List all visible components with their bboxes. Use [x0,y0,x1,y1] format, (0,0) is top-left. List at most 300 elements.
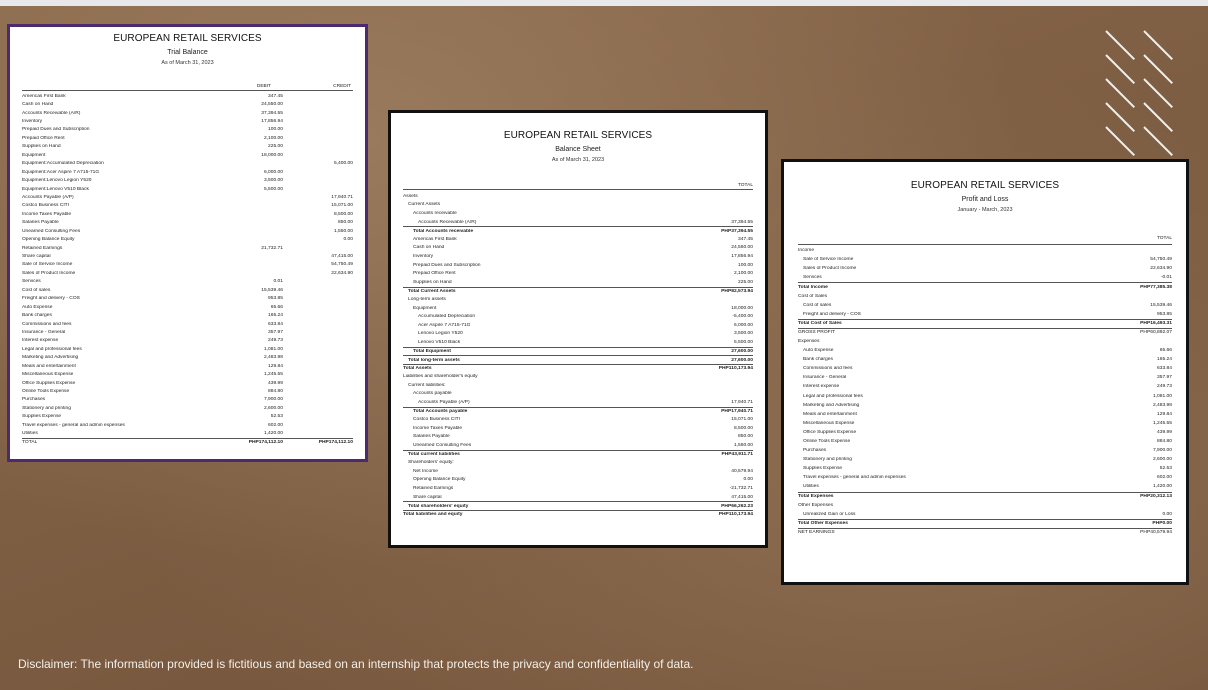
statement-row [798,373,1172,382]
table-row [22,151,353,159]
table-row [22,176,353,184]
account-label: Sales of Product Income [22,270,76,276]
line-item-label: Unrealized Gain or Loss [803,511,856,517]
line-item-label: Purchases [803,448,827,454]
profit-loss-document [784,162,1186,582]
statement-row [403,441,753,450]
statement-row [798,528,1172,537]
line-item-label: Total liabilities and equity [403,512,463,518]
line-item-label: Freight and delivery - COS [803,311,861,317]
line-item-label: GROSS PROFIT [798,330,835,336]
line-item-amount: 129.84 [1157,411,1172,417]
debit-value: 165.24 [268,313,283,319]
statement-row [403,484,753,493]
debit-value: 52.53 [270,414,283,420]
line-item-label: Retained Earnings [413,485,454,491]
statement-row [798,291,1172,300]
line-item-label: Stationery and printing [803,457,852,463]
debit-value: 0.01 [273,279,283,285]
statement-row [403,355,753,364]
line-item-amount: 54,750.49 [1150,257,1172,263]
debit-value: 249.73 [268,338,283,344]
debit-value: 21,732.71 [261,245,283,251]
line-item-label: Total Equipment [413,348,451,354]
profit-loss-header [784,162,1186,213]
table-row [22,193,353,201]
line-item-amount: 2,600.00 [1152,457,1172,463]
account-label: Bank charges [22,313,52,319]
line-item-amount: PHP110,173.94 [718,512,753,518]
table-row [22,244,353,252]
account-label: Salaries Payable [22,220,59,226]
account-label: Insurance - General [22,329,66,335]
debit-value: 7,900.00 [263,397,283,403]
company-name: EUROPEAN RETAIL SERVICES [503,130,653,141]
table-row [22,311,353,319]
table-row [22,303,353,311]
account-label: Income Taxes Payable [22,211,72,217]
statement-row [798,492,1172,501]
line-item-amount: PHP0.00 [1152,521,1172,527]
account-label: Sale of Service Income [22,262,73,268]
line-item-amount: 6,000.00 [733,322,753,328]
account-label: Miscellaneous Expense [22,372,74,378]
table-row [22,421,353,429]
statement-row [403,321,753,330]
table-row [22,345,353,353]
line-item-amount: 2,483.98 [1152,402,1172,408]
line-item-amount: 27,600.00 [731,357,753,363]
line-item-amount: PHP43,911.71 [721,452,753,458]
table-row [22,404,353,412]
line-item-amount: 22,634.90 [1150,266,1172,272]
line-item-label: Total current liabilities [408,452,460,458]
credit-value: 0.00 [343,237,353,243]
line-item-label: Commissions and fees [803,366,853,372]
statement-row [403,295,753,304]
statement-row [403,278,753,287]
disclaimer-text: Disclaimer: The information provided is fictitious and based on an internship that protects the privacy and confidentiality of data. [18,657,694,671]
table-row [22,227,353,235]
account-label: Commissions and fees [22,321,72,327]
total-header: TOTAL [403,183,753,190]
debit-value: 15,539.46 [261,287,283,293]
line-item-amount: 602.00 [1157,475,1172,481]
line-item-label: Costco Business CITI [413,417,461,423]
statement-row [403,287,753,296]
debit-value: 602.00 [268,422,283,428]
account-label: Share capital [22,254,51,260]
account-label: Marketing and Advertising [22,355,79,361]
debit-value: 2,600.00 [263,405,283,411]
statement-row [403,372,753,381]
line-item-amount: PHP17,940.71 [721,409,753,415]
statement-row [403,209,753,218]
report-date: January - March, 2023 [957,207,1013,213]
credit-value: 47,415.00 [331,254,353,260]
statement-row [798,319,1172,328]
statement-row [798,501,1172,510]
line-item-label: Sale of Service Income [803,257,854,263]
line-item-amount: -0.01 [1160,275,1172,281]
line-item-amount: 100.00 [738,262,753,268]
account-label: Travel expenses - general and admin expenses [22,422,125,428]
line-item-amount: PHP77,385.38 [1140,284,1172,290]
debit-header: DEBIT [256,84,271,89]
statement-row [798,419,1172,428]
debit-value: 633.84 [268,321,283,327]
line-item-label: Unearned Consulting Fees [413,443,472,449]
line-item-label: Lenovo V510 Black [418,339,461,345]
debit-value: 2,100.00 [263,135,283,141]
line-item-label: Total Accounts receivable [413,228,474,234]
table-row [22,252,353,260]
statement-row [798,382,1172,391]
statement-row [403,510,753,519]
company-name: EUROPEAN RETAIL SERVICES [910,180,1060,191]
debit-value: 17,856.94 [261,119,283,125]
statement-row [403,407,753,416]
line-item-amount: 850.00 [738,434,753,440]
line-item-amount: 439.99 [1157,429,1172,435]
table-row [22,328,353,336]
statement-row [403,261,753,270]
line-item-label: Salaries Payable [413,434,450,440]
trial-balance-document [10,27,365,459]
statement-row [403,467,753,476]
statement-row [403,226,753,235]
statement-row [403,312,753,321]
debit-value: 6,000.00 [263,169,283,175]
line-item-label: Supplies on Hand [413,279,452,285]
account-label: Freight and delivery - COS [22,296,80,302]
report-title: Profit and Loss [961,196,1009,203]
line-item-amount: 225.00 [738,279,753,285]
statement-row [798,364,1172,373]
line-item-label: Assets [403,193,418,199]
balance-sheet-rows [403,192,753,519]
line-item-amount: 633.84 [1157,366,1172,372]
line-item-amount: 1,081.00 [1152,393,1172,399]
line-item-label: Income [798,248,815,254]
statement-row [403,304,753,313]
line-item-amount: PHP60,892.07 [1140,330,1172,336]
line-item-label: Share capital [413,494,442,500]
statement-row [798,519,1172,528]
table-row [22,396,353,404]
debit-value: 129.84 [268,363,283,369]
line-item-label: Accounts payable [413,391,452,397]
credit-value: 850.00 [338,220,353,226]
table-row [22,320,353,328]
statement-row [403,493,753,502]
statement-row [403,218,753,227]
line-item-label: Total Expenses [798,494,834,500]
line-item-amount: 0.00 [743,477,753,483]
table-row [22,185,353,193]
table-row [22,168,353,176]
account-label: Services [22,279,41,285]
table-row [22,160,353,168]
line-item-amount: PHP16,493.31 [1140,321,1172,327]
account-label: Auto Expense [22,304,53,310]
credit-header: CREDIT [333,84,351,89]
statement-row [798,301,1172,310]
account-label: Unearned Consulting Fees [22,228,81,234]
table-row [22,202,353,210]
account-label: Legal and professional fees [22,346,82,352]
statement-row [798,273,1172,282]
line-item-amount: PHP110,173.94 [718,366,753,372]
statement-row [798,328,1172,337]
line-item-amount: PHP82,573.94 [721,288,753,294]
report-date: As of March 31, 2023 [551,157,605,163]
statement-row [403,330,753,339]
credit-value: 22,634.90 [331,270,353,276]
line-item-amount: 357.97 [1157,375,1172,381]
line-item-label: Inventory [413,253,434,259]
table-row [22,413,353,421]
line-item-label: Office Supplies Expense [803,429,857,435]
statement-row [798,428,1172,437]
line-item-label: Meals and entertainment [803,411,857,417]
account-label: Prepaid Office Rent [22,135,65,141]
account-label: Purchases [22,397,46,403]
line-item-label: Utilities [803,484,819,490]
line-item-amount: 18,000.00 [731,305,753,311]
line-item-label: Prepaid Dues and Subscription [413,262,481,268]
table-row [22,430,353,438]
decorative-slashes [1100,30,1180,160]
table-row [22,261,353,269]
table-row [22,100,353,108]
credit-value: 54,750.49 [331,262,353,268]
line-item-label: Total Other Expenses [798,521,848,527]
debit-value: 24,550.00 [261,102,283,108]
account-label: Retained Earnings [22,245,63,251]
balance-sheet-document [391,113,765,545]
line-item-label: Accumulated Depreciation [418,314,476,320]
line-item-label: Opening Balance Equity [413,477,466,483]
line-item-label: Total Accounts payable [413,409,468,415]
account-label: Office Supplies Expense [22,380,76,386]
statement-row [403,415,753,424]
line-item-label: Marketing and Advertising [803,402,860,408]
statement-row [798,346,1172,355]
line-item-label: Current Assets [408,202,441,208]
credit-value: 15,071.00 [331,203,353,209]
line-item-amount: PHP66,262.23 [721,503,753,509]
statement-row [403,458,753,467]
debit-value: 1,420.00 [263,431,283,437]
statement-row [798,410,1172,419]
table-row [22,143,353,151]
statement-row [798,282,1172,291]
line-item-label: Total long-term assets [408,357,460,363]
total-row [22,438,353,446]
statement-row [798,446,1172,455]
statement-row [403,398,753,407]
debit-value: 347.45 [268,93,283,99]
statement-row [403,269,753,278]
statement-row [798,510,1172,519]
table-row [22,235,353,243]
line-item-label: Other Expenses [798,502,834,508]
line-item-amount: 65.66 [1159,348,1172,354]
line-item-label: Miscellaneous Expense [803,420,855,426]
account-label: Accounts Receivable (A/R) [22,110,81,116]
account-label: Inventory [22,119,43,125]
credit-value: 8,500.00 [333,211,353,217]
table-row [22,379,353,387]
debit-value: 3,500.00 [263,178,283,184]
line-item-amount: 347.45 [738,236,753,242]
debit-value: 18,000.00 [261,152,283,158]
trial-balance-rows [22,92,353,446]
statement-row [798,255,1172,264]
total-credit: PHP174,112.10 [318,440,353,446]
account-label: Stationery and printing [22,405,71,411]
statement-row [403,433,753,442]
line-item-amount: 0.00 [1162,511,1172,517]
line-item-amount: 40,579.94 [731,468,753,474]
line-item-label: Sales of Product Income [803,266,857,272]
debit-value: 439.99 [268,380,283,386]
statement-row [798,482,1172,491]
debit-value: 100.00 [268,127,283,133]
line-item-amount: 17,856.94 [731,253,753,259]
line-item-amount: PHP37,394.55 [721,228,753,234]
statement-row [403,244,753,253]
statement-row [403,347,753,356]
line-item-label: Travel expenses - general and admin expenses [803,475,906,481]
account-label: Equipment:Acer Aspire 7 A715-71G [22,169,100,175]
account-label: Opening Balance Equity [22,237,75,243]
line-item-label: Accounts Receivable (A/R) [418,219,477,225]
statement-row [403,450,753,459]
table-row [22,126,353,134]
line-item-label: Net Income [413,468,439,474]
line-item-label: Americas First Bank [413,236,457,242]
table-row [22,362,353,370]
table-row [22,278,353,286]
account-label: Supplies on Hand [22,144,61,150]
account-label: Meals and entertainment [22,363,76,369]
line-item-amount: PHP40,579.94 [1140,530,1172,536]
statement-row [798,392,1172,401]
line-item-amount: 249.73 [1157,384,1172,390]
debit-value: 1,245.55 [263,372,283,378]
table-row [22,354,353,362]
line-item-label: Total Income [798,284,828,290]
line-item-label: Shareholders' equity: [408,460,454,466]
account-label: Equipment:Lenovo Legion Y520 [22,178,92,184]
statement-row [798,401,1172,410]
statement-row [403,252,753,261]
account-label: Cost of sales [22,287,51,293]
line-item-label: Online Tools Expense [803,439,851,445]
profit-loss-rows [798,246,1172,537]
line-item-label: Cash on Hand [413,245,445,251]
account-label: Costco Business CITI [22,203,70,209]
line-item-label: Equipment [413,305,437,311]
debit-value: 37,394.55 [261,110,283,116]
line-item-amount: 953.85 [1157,311,1172,317]
table-row [22,286,353,294]
company-name: EUROPEAN RETAIL SERVICES [113,33,262,44]
account-label: Cash on Hand [22,102,54,108]
account-label: Americas First Bank [22,93,66,99]
balance-sheet-header [391,113,765,163]
line-item-label: Income Taxes Payable [413,425,463,431]
line-item-label: Prepaid Office Rent [413,271,456,277]
debit-value: 953.85 [268,296,283,302]
line-item-amount: 1,420.00 [1152,484,1172,490]
table-row [22,92,353,100]
account-label: Online Tools Expense [22,389,70,395]
line-item-amount: 17,940.71 [731,400,753,406]
line-item-amount: 15,539.46 [1150,302,1172,308]
account-label: Supplies Expense [22,414,62,420]
debit-value: 357.97 [268,329,283,335]
statement-row [403,476,753,485]
line-item-label: Long-term assets [408,296,446,302]
line-item-label: Expenses [798,338,820,344]
statement-row [798,264,1172,273]
debit-value: 225.00 [268,144,283,150]
line-item-amount: 165.24 [1157,357,1172,363]
line-item-label: Total shareholders' equity [408,503,469,509]
line-item-amount: -5,400.00 [732,314,753,320]
debit-value: 5,500.00 [263,186,283,192]
report-title: Balance Sheet [555,146,601,153]
line-item-label: Auto Expense [803,348,834,354]
line-item-amount: 5,500.00 [733,339,753,345]
line-item-label: Insurance - General [803,375,847,381]
line-item-amount: 884.80 [1157,439,1172,445]
statement-row [403,338,753,347]
table-row [22,295,353,303]
line-item-label: Total Current Assets [408,288,456,294]
table-row [22,370,353,378]
statement-row [798,337,1172,346]
table-row [22,210,353,218]
statement-row [798,455,1172,464]
table-row [22,134,353,142]
credit-value: 1,550.00 [333,228,353,234]
line-item-label: Cost of sales [803,302,832,308]
debit-value: 2,483.98 [263,355,283,361]
line-item-amount: 8,500.00 [733,425,753,431]
table-row [22,109,353,117]
line-item-label: Liabilities and shareholder's equity [403,374,478,380]
line-item-label: Interest expense [803,384,840,390]
statement-row [798,310,1172,319]
line-item-label: Bank charges [803,357,833,363]
line-item-amount: 15,071.00 [731,417,753,423]
table-row [22,387,353,395]
top-bar [0,0,1208,6]
statement-row [403,390,753,399]
statement-row [403,424,753,433]
account-label: Interest expense [22,338,59,344]
account-label: Equipment:Accumulated Depreciation [22,161,104,167]
line-item-amount: 2,100.00 [733,271,753,277]
line-item-label: Total Cost of Sales [798,321,842,327]
credit-value: 17,940.71 [331,194,353,200]
line-item-label: Accounts receivable [413,210,457,216]
line-item-label: Accounts Payable (A/P) [418,400,470,406]
